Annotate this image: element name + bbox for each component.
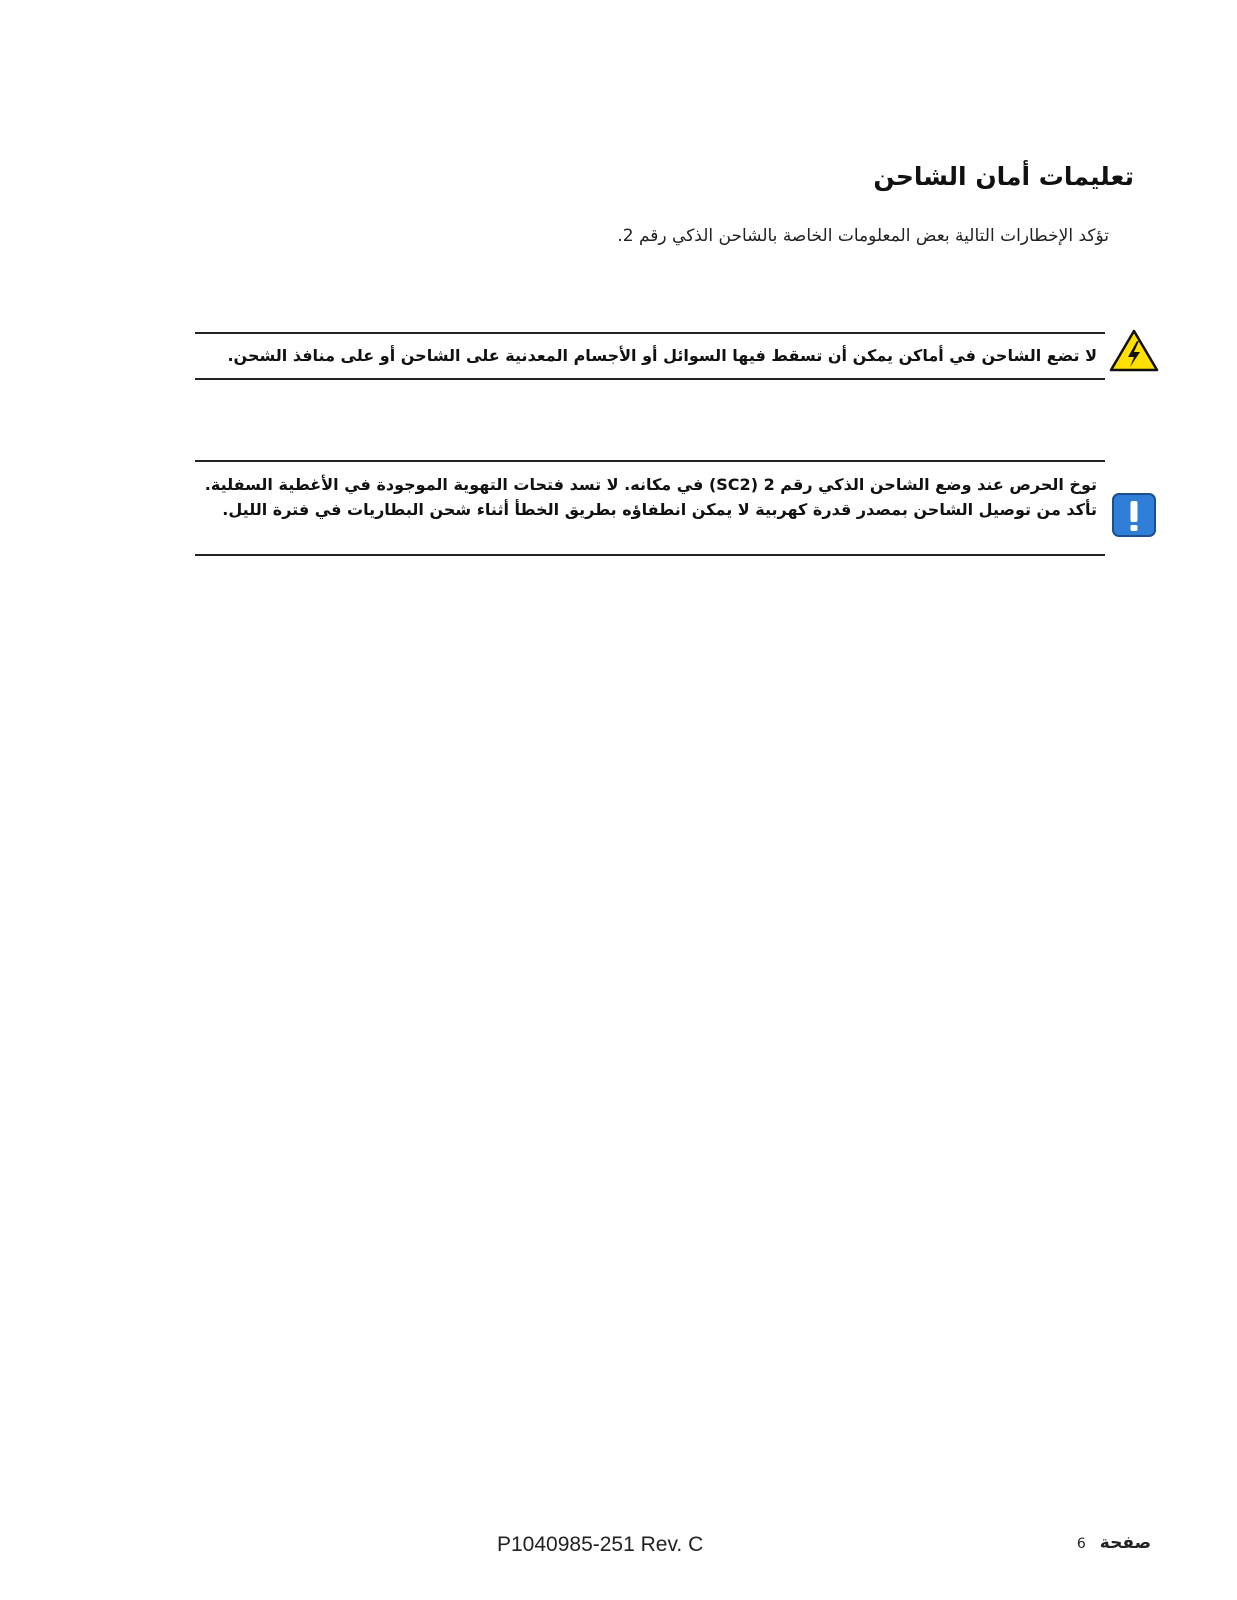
page-title: تعليمات أمان الشاحن (873, 162, 1134, 191)
document-id: P1040985-251 Rev. C (497, 1533, 704, 1556)
electrical-warning-text: لا تضع الشاحن في أماكن يمكن أن تسقط فيها السوائل أو الأجسام المعدنية على الشاحن أو على منافذ الشحن. (227, 346, 1097, 365)
page-number-value: 6 (1076, 1536, 1086, 1552)
page-label: صفحة (1099, 1533, 1151, 1553)
electrical-warning-notice (195, 332, 1105, 380)
intro-paragraph: تؤكد الإخطارات التالية بعض المعلومات الخاصة بالشاحن الذكي رقم 2. (617, 226, 1109, 246)
caution-text: توخ الحرص عند وضع الشاحن الذكي رقم 2 (SC2) في مكانه. لا تسد فتحات التهوية الموجودة في الأغطية السفلية. تأكد من توصيل الشاحن بمصدر قدرة كهربية لا يمكن انطفاؤه بطريق الخطأ أثناء شحن البطاريات في فترة الليل. (204, 475, 1097, 519)
electric-hazard-icon (1108, 328, 1160, 374)
page-number (1077, 1533, 1151, 1553)
caution-notice (195, 460, 1105, 556)
caution-exclamation-icon (1111, 492, 1157, 538)
